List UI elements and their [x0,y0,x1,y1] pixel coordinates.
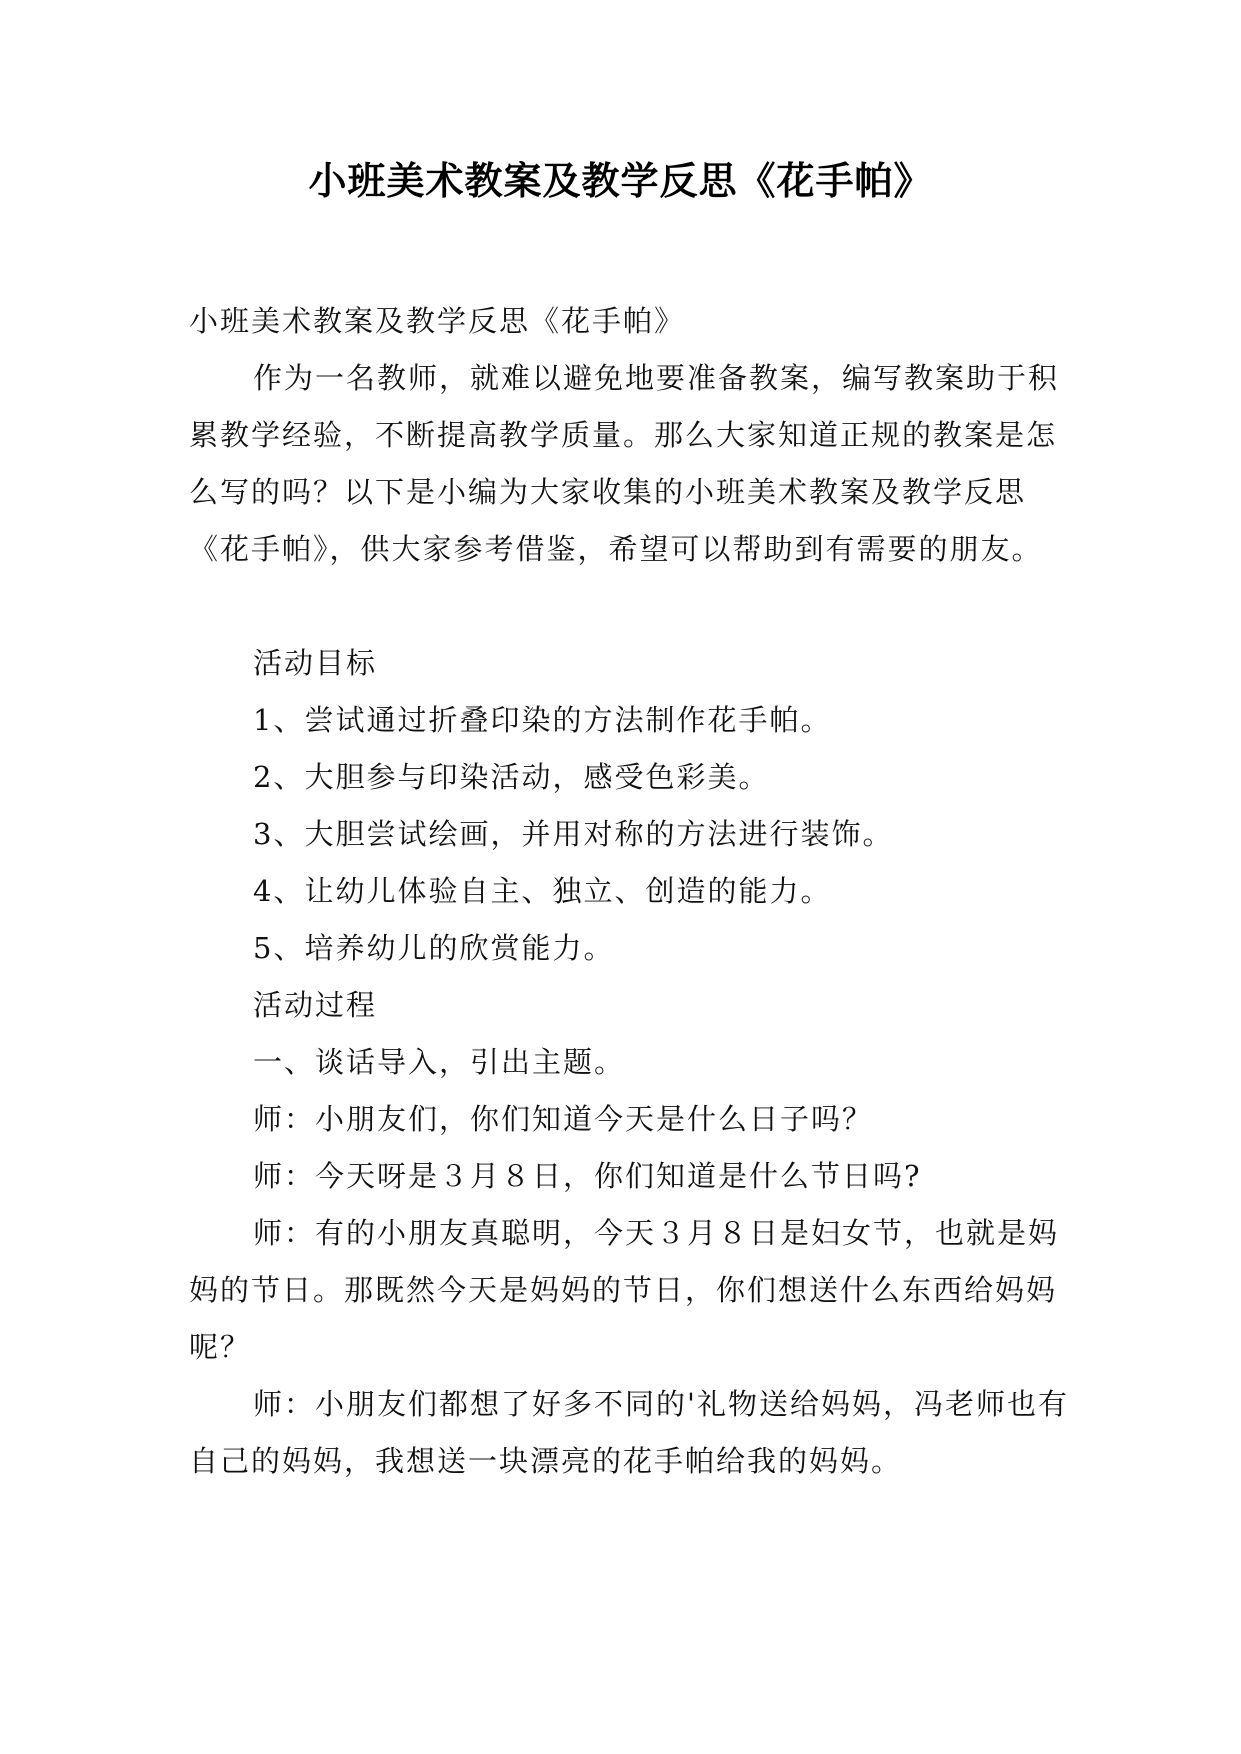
document-title: 小班美术教案及教学反思《花手帕》 [308,159,933,203]
process-item: 师：有的小朋友真聪明，今天３月８日是妇女节，也就是妈妈的节日。那既然今天是妈妈的节日，你们想送什么东西给妈妈呢？ [189,1216,1060,1364]
goal-item: 1、尝试通过折叠印染的方法制作花手帕。 [253,703,832,737]
goal-item: 5、培养幼儿的欣赏能力。 [253,931,615,965]
process-item: 师：小朋友们都想了好多不同的'礼物送给妈妈，冯老师也有自己的妈妈，我想送一块漂亮的花手帕给我的妈妈。 [189,1387,1069,1478]
goal-item: 3、大胆尝试绘画，并用对称的方法进行装饰。 [253,817,894,851]
process-heading: 活动过程 [253,988,378,1022]
goal-item: 4、让幼儿体验自主、独立、创造的能力。 [253,874,832,908]
document-subtitle: 小班美术教案及教学反思《花手帕》 [189,304,686,338]
document-body [189,293,1069,1490]
process-item: 一、谈话导入，引出主题。 [253,1045,626,1079]
intro-paragraph: 作为一名教师，就难以避免地要准备教案，编写教案助于积累教学经验，不断提高教学质量。那么大家知道正规的教案是怎么写的吗？以下是小编为大家收集的小班美术教案及教学反思《花手帕》，供大家参考借鉴，希望可以帮助到有需要的朋友。 [189,361,1060,566]
process-item: 师：今天呀是３月８日，你们知道是什么节日吗? [253,1159,922,1193]
process-item: 师：小朋友们，你们知道今天是什么日子吗？ [253,1102,874,1136]
goal-item: 2、大胆参与印染活动，感受色彩美。 [253,760,770,794]
goals-heading: 活动目标 [253,646,378,680]
